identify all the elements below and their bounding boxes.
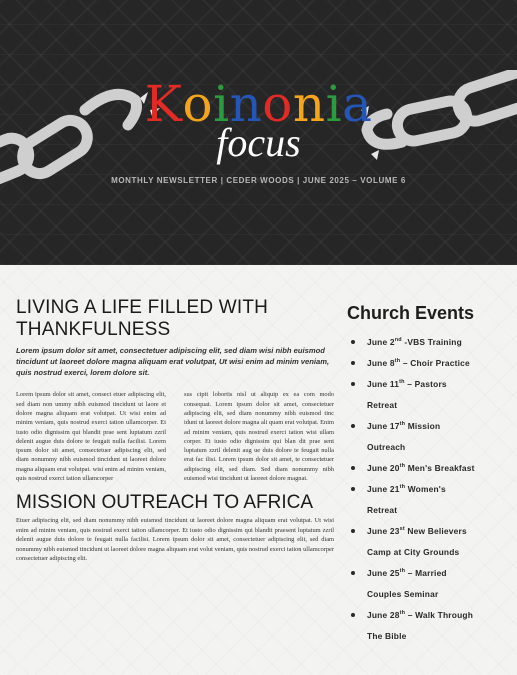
event-date: June 20 [367,463,400,473]
logo-letter: o [182,75,214,133]
event-item [347,332,509,353]
article-title: LIVING A LIFE FILLED WITH THANKFULNESS [16,297,269,340]
event-date: Camp at City Grounds [367,547,460,557]
event-label: – Married [405,568,447,578]
event-label: – Choir Practice [400,358,470,368]
event-date: June 25 [367,568,400,578]
event-date-suffix: nd [394,337,402,343]
article2-title: MISSION OUTREACH TO AFRICA [16,492,314,514]
event-item [347,437,509,458]
article2-body: Etuer adipiscing elit, sed diam nonummy nibh euismod tincidunt ut laoreet dolore magna aliquam erat volutpat. Ut wisi enim ad minim veniam, quis nostrud exerci tation ullamcorper. Et iusto odio dignissim qui blandit praesent luptatum zzril delenit augue duis dolore te feugait nulla facilisi. Lorem ipsum dolor sit amet, consectetuer adipiscing elit, sed diam nonummy nibh euismod tincidunt ut laoreet dolore magna aliquam erat volut veniam, quis nostrud exerci tation ullamcorper consectetuer adipiscing elit. [16,517,334,563]
event-item [347,584,509,605]
event-item [347,395,509,416]
event-date-suffix: th [399,610,406,616]
issue-meta: MONTHLY NEWSLETTER | CEDER WOODS | JUNE 2025 – VOLUME 6 [111,176,406,185]
article-columns [16,390,334,483]
logo-letter: i [213,75,230,133]
logo-letter: K [144,75,183,133]
event-date-suffix: th [399,421,406,427]
event-label: -VBS Training [401,337,462,347]
logo-subtitle: focus [216,120,301,165]
event-date: June 8 [367,358,395,368]
event-date: June 21 [367,484,400,494]
event-item [347,500,509,521]
events-sidebar [347,302,509,647]
event-label: New Believers [404,526,467,536]
event-date-suffix: st [399,526,405,532]
event-label: Women's [405,484,446,494]
event-date-suffix: th [399,568,406,574]
event-item [347,563,509,584]
newsletter-body [0,265,517,675]
logo-letter: o [262,75,293,133]
logo-letter: n [229,75,263,133]
bullet-icon [351,424,355,428]
event-item [347,479,509,500]
event-item [347,605,509,626]
events-list [347,332,509,647]
event-date: June 23 [367,526,400,536]
event-date-suffix: th [399,379,405,385]
event-date: Couples Seminar [367,589,439,599]
bullet-icon [351,340,355,344]
event-date: The Bible [367,631,407,641]
event-item [347,416,509,437]
bullet-icon [351,361,355,365]
event-label: Men's Breakfast [405,463,475,473]
article-column-2: sus cipit lobortis nisl ut aliquip ex ea com modo consequat. Lorem ipsum dolor sit amet, consectetuer adipiscing elit, sed diam nonummy nibh euismod tinc idunt ut laoreet dolore magna ali quam erat volutpat. Enim ad minim veniam, quis nostrud exerci tation wisi ullam corper. Et iusto odio dignissim qui blan dit prae sent luptatum zzril delenit aug ue duis dolore te feugait nulla erat fac ilisi. Lorem ipsum dolor sit amet, te consectetuer adipiscing elit, sed diam. Sed diam nonummy nibh euismod wisi tincidunt ut laoreet dolore magnat. [184,391,334,483]
event-date: Retreat [367,505,398,515]
article-lede: Lorem ipsum dolor sit amet, consectetuer adipiscing elit, sed diam wisi nibh euismod tincidunt ut laoreet dolore magna aliquam erat volutpat, Ut wisi enim ad minim veniam, quis nostrud exerci, lorem dolore sit. [16,346,330,377]
logo-letter: i [325,75,343,133]
event-date-suffix: th [399,463,406,469]
event-date-suffix: th [399,484,406,490]
logo-letter: a [342,75,373,133]
event-label: – Walk Through [405,610,474,620]
event-date: June 11 [367,379,400,389]
event-label: Mission [405,421,441,431]
article-column-1: Lorem ipsum dolor sit amet, consect etuer adipiscing elit, sed diam non ummy nibh euismod tincidunt ut laore et dolore magna aliquam erat volutpat. Ut wisi enim ad minim veniam, quis nostrud exerci tation ullamcorper. Et iusto odio dignissim qui blandit prae sent luptatum zzril delenit augue duis dolore te feugait nulla facilisi. Lorem ipsum dolor sit amet, consectetuer adipiscing elit, sed diam nonummy nibh euismod tincidunt ut laoreet dolore magna aliquam erat volutpat. wisi enim ad minim veniam, quis nostrud exerci tation ullamcorper [16,391,166,483]
events-title: Church Events [347,303,475,323]
bullet-icon [351,487,355,491]
event-date-suffix: th [394,358,401,364]
bullet-icon [351,571,355,575]
event-date: Retreat [367,400,398,410]
event-date: June 28 [367,610,400,620]
event-item [347,626,509,647]
event-date: June 17 [367,421,400,431]
event-date: June 2 [367,337,395,347]
event-label: – Pastors [404,379,447,389]
bullet-icon [351,466,355,470]
event-item [347,521,509,542]
event-item [347,353,509,374]
event-item [347,374,509,395]
event-item [347,458,509,479]
event-item [347,542,509,563]
bullet-icon [351,382,355,386]
logo-letter: n [292,75,326,133]
bullet-icon [351,613,355,617]
masthead [0,0,517,265]
bullet-icon [351,529,355,533]
event-date: Outreach [367,442,406,452]
newsletter-title [0,75,517,165]
main-column [16,297,334,564]
